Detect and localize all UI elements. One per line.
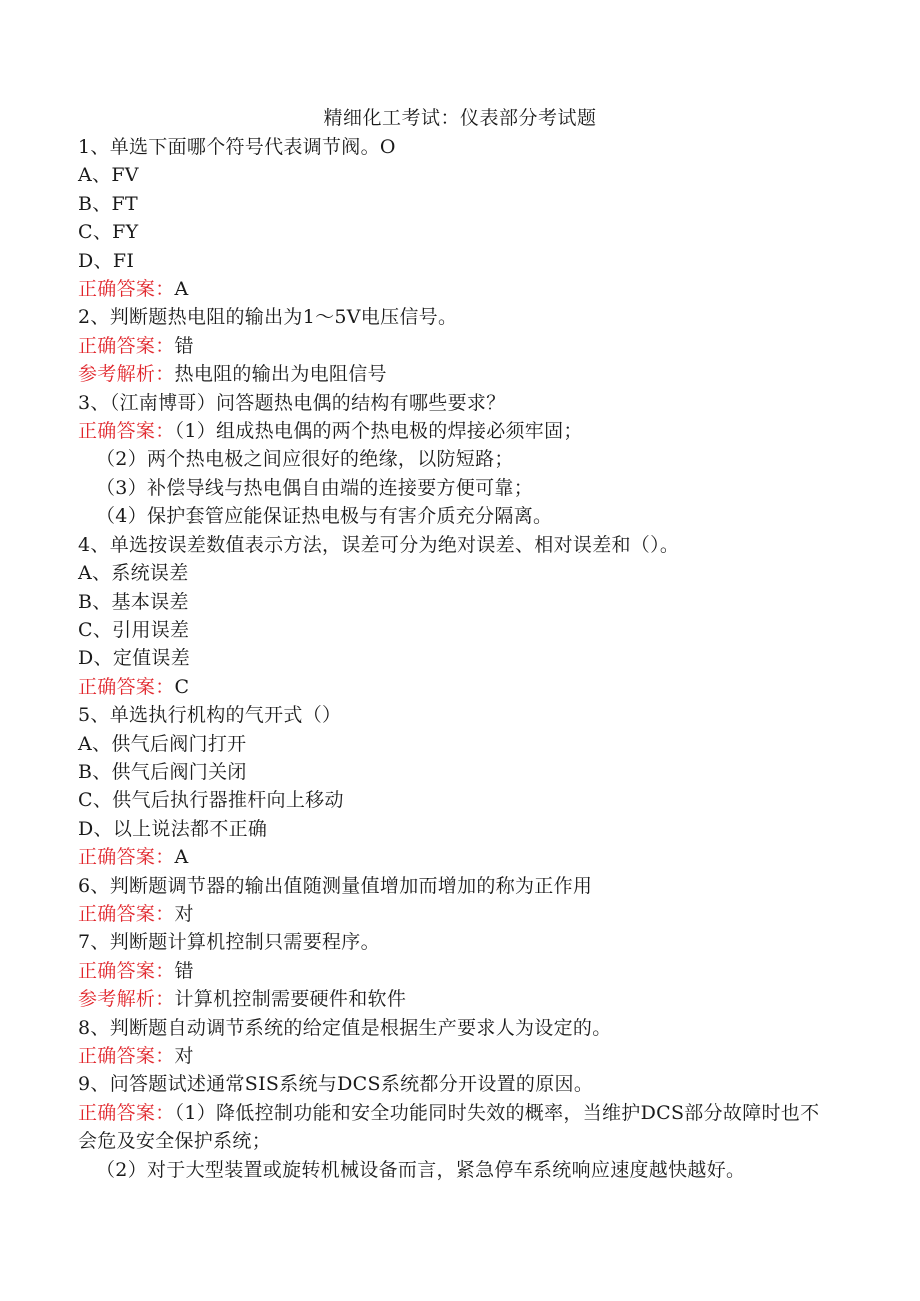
question-2-stem: 2、判断题热电阻的输出为1～5V电压信号。	[78, 306, 458, 329]
question-5-option-c: C、供气后执行器推杆向上移动	[78, 789, 344, 812]
question-2-answer	[78, 332, 838, 360]
question-6-answer	[78, 900, 838, 928]
question-3-answer-line-3: （3）补偿导线与热电偶自由端的连接要方便可靠；	[96, 476, 533, 499]
analysis-label: 参考解析：	[78, 363, 175, 386]
answer-label: 正确答案：	[78, 420, 175, 443]
question-list	[78, 133, 838, 1184]
question-1-stem: 1、单选下面哪个符号代表调节阀。O	[78, 136, 396, 158]
question-2-analysis	[78, 360, 838, 388]
answer-value: （1）降低控制功能和安全功能同时失效的概率，当维护DCS部分故障时也不会危及安全保护系统；	[78, 1101, 820, 1153]
answer-label: 正确答案：	[78, 902, 175, 925]
document-title: 精细化工考试：仪表部分考试题	[323, 107, 597, 129]
answer-label: 正确答案：	[78, 959, 175, 982]
question-5-option-b: B、供气后阀门关闭	[78, 760, 247, 783]
question-4-stem: 4、单选按误差数值表示方法，误差可分为绝对误差、相对误差和（）。	[78, 533, 680, 556]
question-1-option-d: D、FI	[78, 249, 135, 272]
question-7-analysis	[78, 985, 838, 1013]
question-5-answer	[78, 843, 838, 871]
question-3-answer-line-2: （2）两个热电极之间应很好的绝缘，以防短路；	[96, 448, 514, 471]
answer-value: 对	[174, 1045, 194, 1067]
question-6-stem: 6、判断题调节器的输出值随测量值增加而增加的称为正作用	[78, 874, 593, 897]
answer-value: C	[174, 675, 190, 698]
answer-label: 正确答案：	[78, 278, 175, 301]
question-1-answer	[78, 275, 838, 303]
question-8-answer	[78, 1042, 838, 1070]
question-1-option-a: A、FV	[78, 164, 139, 187]
question-1-option-b: B、FT	[78, 192, 139, 215]
answer-value: A	[174, 278, 189, 301]
question-9-stem: 9、问答题试述通常SIS系统与DCS系统都分开设置的原因。	[78, 1073, 594, 1096]
question-9-answer	[78, 1099, 838, 1156]
answer-label: 正确答案：	[78, 675, 175, 698]
answer-value: 错	[174, 334, 194, 357]
question-3-answer-line-4: （4）保护套管应能保证热电极与有害介质充分隔离。	[96, 505, 553, 528]
question-8-stem: 8、判断题自动调节系统的给定值是根据生产要求人为设定的。	[78, 1016, 612, 1039]
answer-label: 正确答案：	[78, 334, 175, 357]
question-5-stem: 5、单选执行机构的气开式（）	[78, 704, 342, 727]
question-4-option-c: C、引用误差	[78, 618, 190, 641]
question-3-answer	[78, 417, 838, 445]
question-4-option-b: B、基本误差	[78, 590, 189, 613]
question-5-option-d: D、以上说法都不正确	[78, 817, 268, 840]
question-5-option-a: A、供气后阀门打开	[78, 732, 247, 755]
question-4-answer	[78, 673, 838, 701]
answer-value: （1）组成热电偶的两个热电极的焊接必须牢固；	[174, 420, 583, 443]
answer-value: 对	[174, 902, 194, 925]
answer-label: 正确答案：	[78, 1101, 175, 1124]
question-1-option-c: C、FY	[78, 221, 139, 244]
question-4-option-d: D、定值误差	[78, 647, 191, 670]
question-4-option-a: A、系统误差	[78, 562, 189, 585]
question-3-stem: 3、（江南博哥）问答题热电偶的结构有哪些要求？	[78, 391, 506, 414]
question-7-answer	[78, 957, 838, 985]
answer-value: 错	[174, 959, 194, 982]
question-9-answer-line-2: （2）对于大型装置或旋转机械设备而言，紧急停车系统响应速度越快越好。	[96, 1158, 746, 1181]
analysis-value: 热电阻的输出为电阻信号	[174, 363, 387, 386]
answer-value: A	[174, 846, 189, 869]
question-7-stem: 7、判断题计算机控制只需要程序。	[78, 931, 380, 954]
analysis-value: 计算机控制需要硬件和软件	[174, 988, 407, 1011]
answer-label: 正确答案：	[78, 846, 175, 869]
answer-label: 正确答案：	[78, 1045, 175, 1067]
analysis-label: 参考解析：	[78, 988, 175, 1011]
